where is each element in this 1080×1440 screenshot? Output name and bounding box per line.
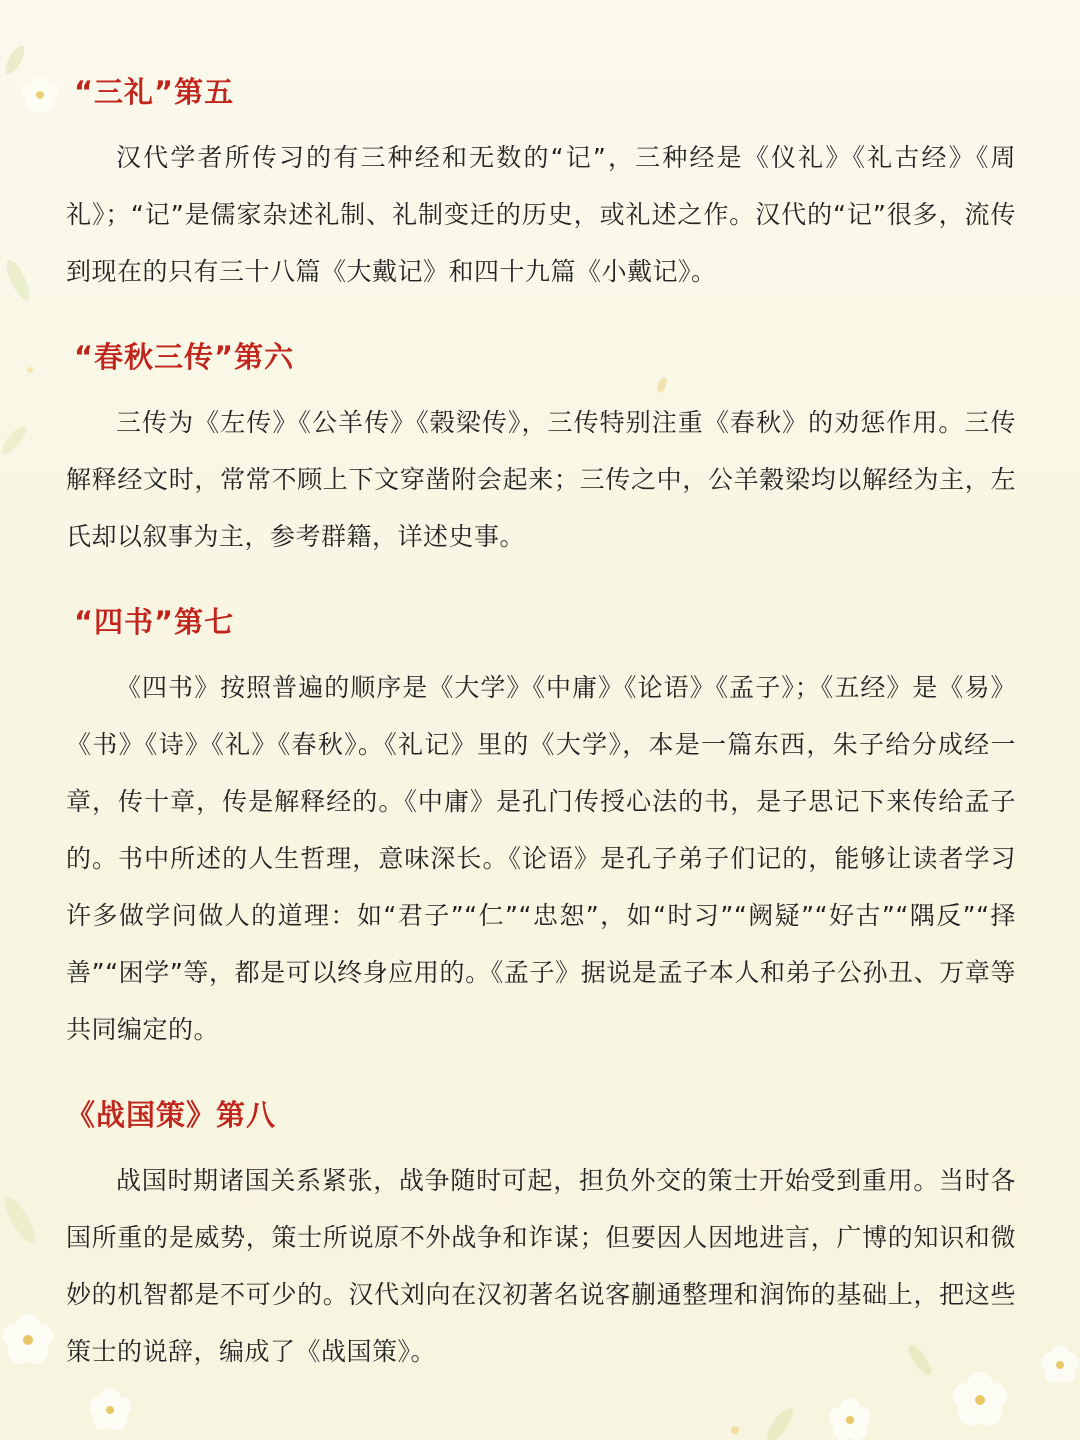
section-title-san-li: “三礼”第五 — [74, 75, 235, 109]
left-side-leaves-decoration — [0, 240, 60, 480]
leaf-icon — [2, 257, 33, 303]
leaf-icon — [763, 1405, 797, 1440]
section-body-chunqiu-san-zhuan: 三传为《左传》《公羊传》《榖梁传》，三传特别注重《春秋》的劝惩作用。三传解释经文时，常常不顾上下文穿凿附会起来；三传之中，公羊穀梁均以解经为主，左氏却以叙事为主，参考群籍，详述史事。 — [66, 408, 1016, 551]
section-body-si-shu: 《四书》按照普遍的顺序是《大学》《中庸》《论语》《孟子》；《五经》是《易》《书》《诗》《礼》《春秋》。《礼记》里的《大学》，本是一篇东西，朱子给分成经一章，传十章，传是解释经的。《中庸》是孔门传授心法的书，是子思记下来传给孟子的。书中所述的人生哲理，意味深长。《论语》是孔子弟子们记的，能够让读者学习许多做学问做人的道理：如“君子”“仁”“忠恕”，如“时习”“阙疑”“好古”“隅反”“择善”“困学”等，都是可以终身应用的。《孟子》据说是孟子本人和弟子公孙丑、万章等共同编定的。 — [66, 673, 1016, 1044]
section-body-san-li: 汉代学者所传习的有三种经和无数的“记”，三种经是《仪礼》《礼古经》《周礼》；“记”是儒家杂述礼制、礼制变迁的历史，或礼述之作。汉代的“记”很多，流传到现在的只有三十八篇《大戴记》和四十九篇《小戴记》。 — [66, 143, 1016, 286]
flower-icon — [22, 77, 58, 112]
flower-icon — [3, 1314, 53, 1364]
section-title-si-shu: “四书”第七 — [74, 605, 235, 639]
flower-icon — [89, 1388, 131, 1430]
section-title-zhanguo-ce: 《战国策》第八 — [66, 1098, 277, 1132]
article-content — [66, 62, 1016, 1380]
leaf-icon — [0, 1193, 40, 1246]
petal-icon — [731, 1426, 739, 1434]
leaf-icon — [2, 43, 28, 77]
section-body-zhanguo-ce: 战国时期诸国关系紧张，战争随时可起，担负外交的策士开始受到重用。当时各国所重的是威势，策士所说原不外战争和诈谋；但要因人因地进言，广博的知识和微妙的机智都是不可少的。汉代刘向在汉初著名说客蒯通整理和润饰的基础上，把这些策士的说辞，编成了《战国策》。 — [66, 1166, 1016, 1366]
leaf-icon — [0, 422, 30, 457]
flower-icon — [829, 1398, 871, 1440]
flower-icon — [953, 1372, 1007, 1426]
petal-icon — [27, 367, 33, 373]
flower-icon — [1041, 1345, 1079, 1383]
section-title-chunqiu-san-zhuan: “春秋三传”第六 — [74, 340, 295, 374]
